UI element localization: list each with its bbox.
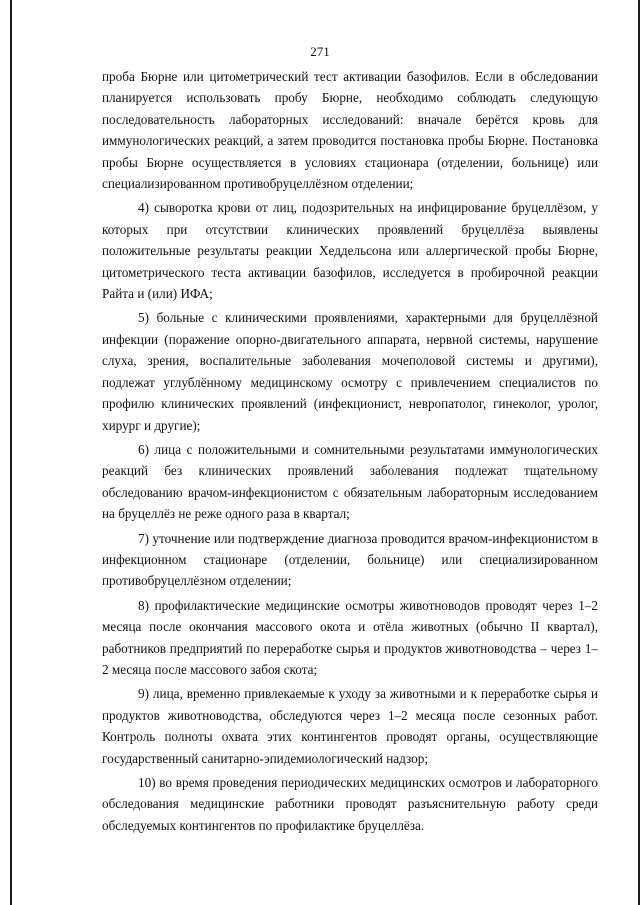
paragraph-item-4: 4) сыворотка крови от лиц, подозрительных на инфицирование бруцеллёзом, у которых при отсутствии клинических проявлений бруцеллёза выявлены положительные результаты реакции Хеддельсона или аллергической пробы Бюрне, цитометрического теста активации базофилов, исследуется в пробирочной реакции Райта и (или) ИФА; bbox=[102, 200, 598, 302]
paragraph-item-8: 8) профилактические медицинские осмотры животноводов проводят через 1–2 месяца после окончания массового окота и отёла животных (обычно II квартал), работников предприятий по переработке сырья и продуктов животноводства – через 1–2 месяца после массового забоя скота; bbox=[102, 597, 598, 677]
paragraph-continuation: проба Бюрне или цитометрический тест активации базофилов. Если в обследовании планируется использовать пробу Бюрне, необходимо соблюдать следующую последовательность лабораторных исследований: вначале берётся кровь для иммунологических реакций, а затем проводится постановка пробы Бюрне. Постановка пробы Бюрне осуществляется в условиях стационара (отделении, больнице) или специализированном противобруцеллёзном отделении; bbox=[102, 69, 598, 192]
document-body bbox=[102, 66, 598, 839]
paragraph-item-10: 10) во время проведения периодических медицинских осмотров и лабораторного обследования медицинские работники проводят разъяснительную работу среди обследуемых контингентов по профилактике бруцеллёза. bbox=[102, 775, 598, 833]
page-number: 271 bbox=[310, 44, 330, 59]
paragraph-item-7: 7) уточнение или подтверждение диагноза проводится врачом-инфекционистом в инфекционном стационаре (отделении, больнице) или специализированном противобруцеллёзном отделении; bbox=[102, 530, 598, 589]
scan-border-left bbox=[10, 0, 12, 905]
paragraph-item-9: 9) лица, временно привлекаемые к уходу за животными и к переработке сырья и продуктов животноводства, обследуются через 1–2 месяца после сезонных работ. Контроль полноты охвата этих контингентов проводят органы, осуществляющие государственный санитарно-эпидемиологический надзор; bbox=[102, 686, 598, 766]
paragraph-item-5: 5) больные с клиническими проявлениями, характерными для бруцеллёзной инфекции (поражение опорно-двигательного аппарата, нервной системы, нарушение слуха, зрения, воспалительные заболевания мочеполовой системы и другими), подлежат углублённому медицинскому осмотру с привлечением специалистов по профилю клинических проявлений (инфекционист, невропатолог, гинеколог, уролог, хирург и другие); bbox=[102, 310, 598, 433]
paragraph-item-6: 6) лица с положительными и сомнительными результатами иммунологических реакций без клинических проявлений заболевания подлежат тщательному обследованию врачом-инфекционистом с обязательным лабораторным исследованием на бруцеллёз не реже одного раза в квартал; bbox=[102, 441, 598, 522]
